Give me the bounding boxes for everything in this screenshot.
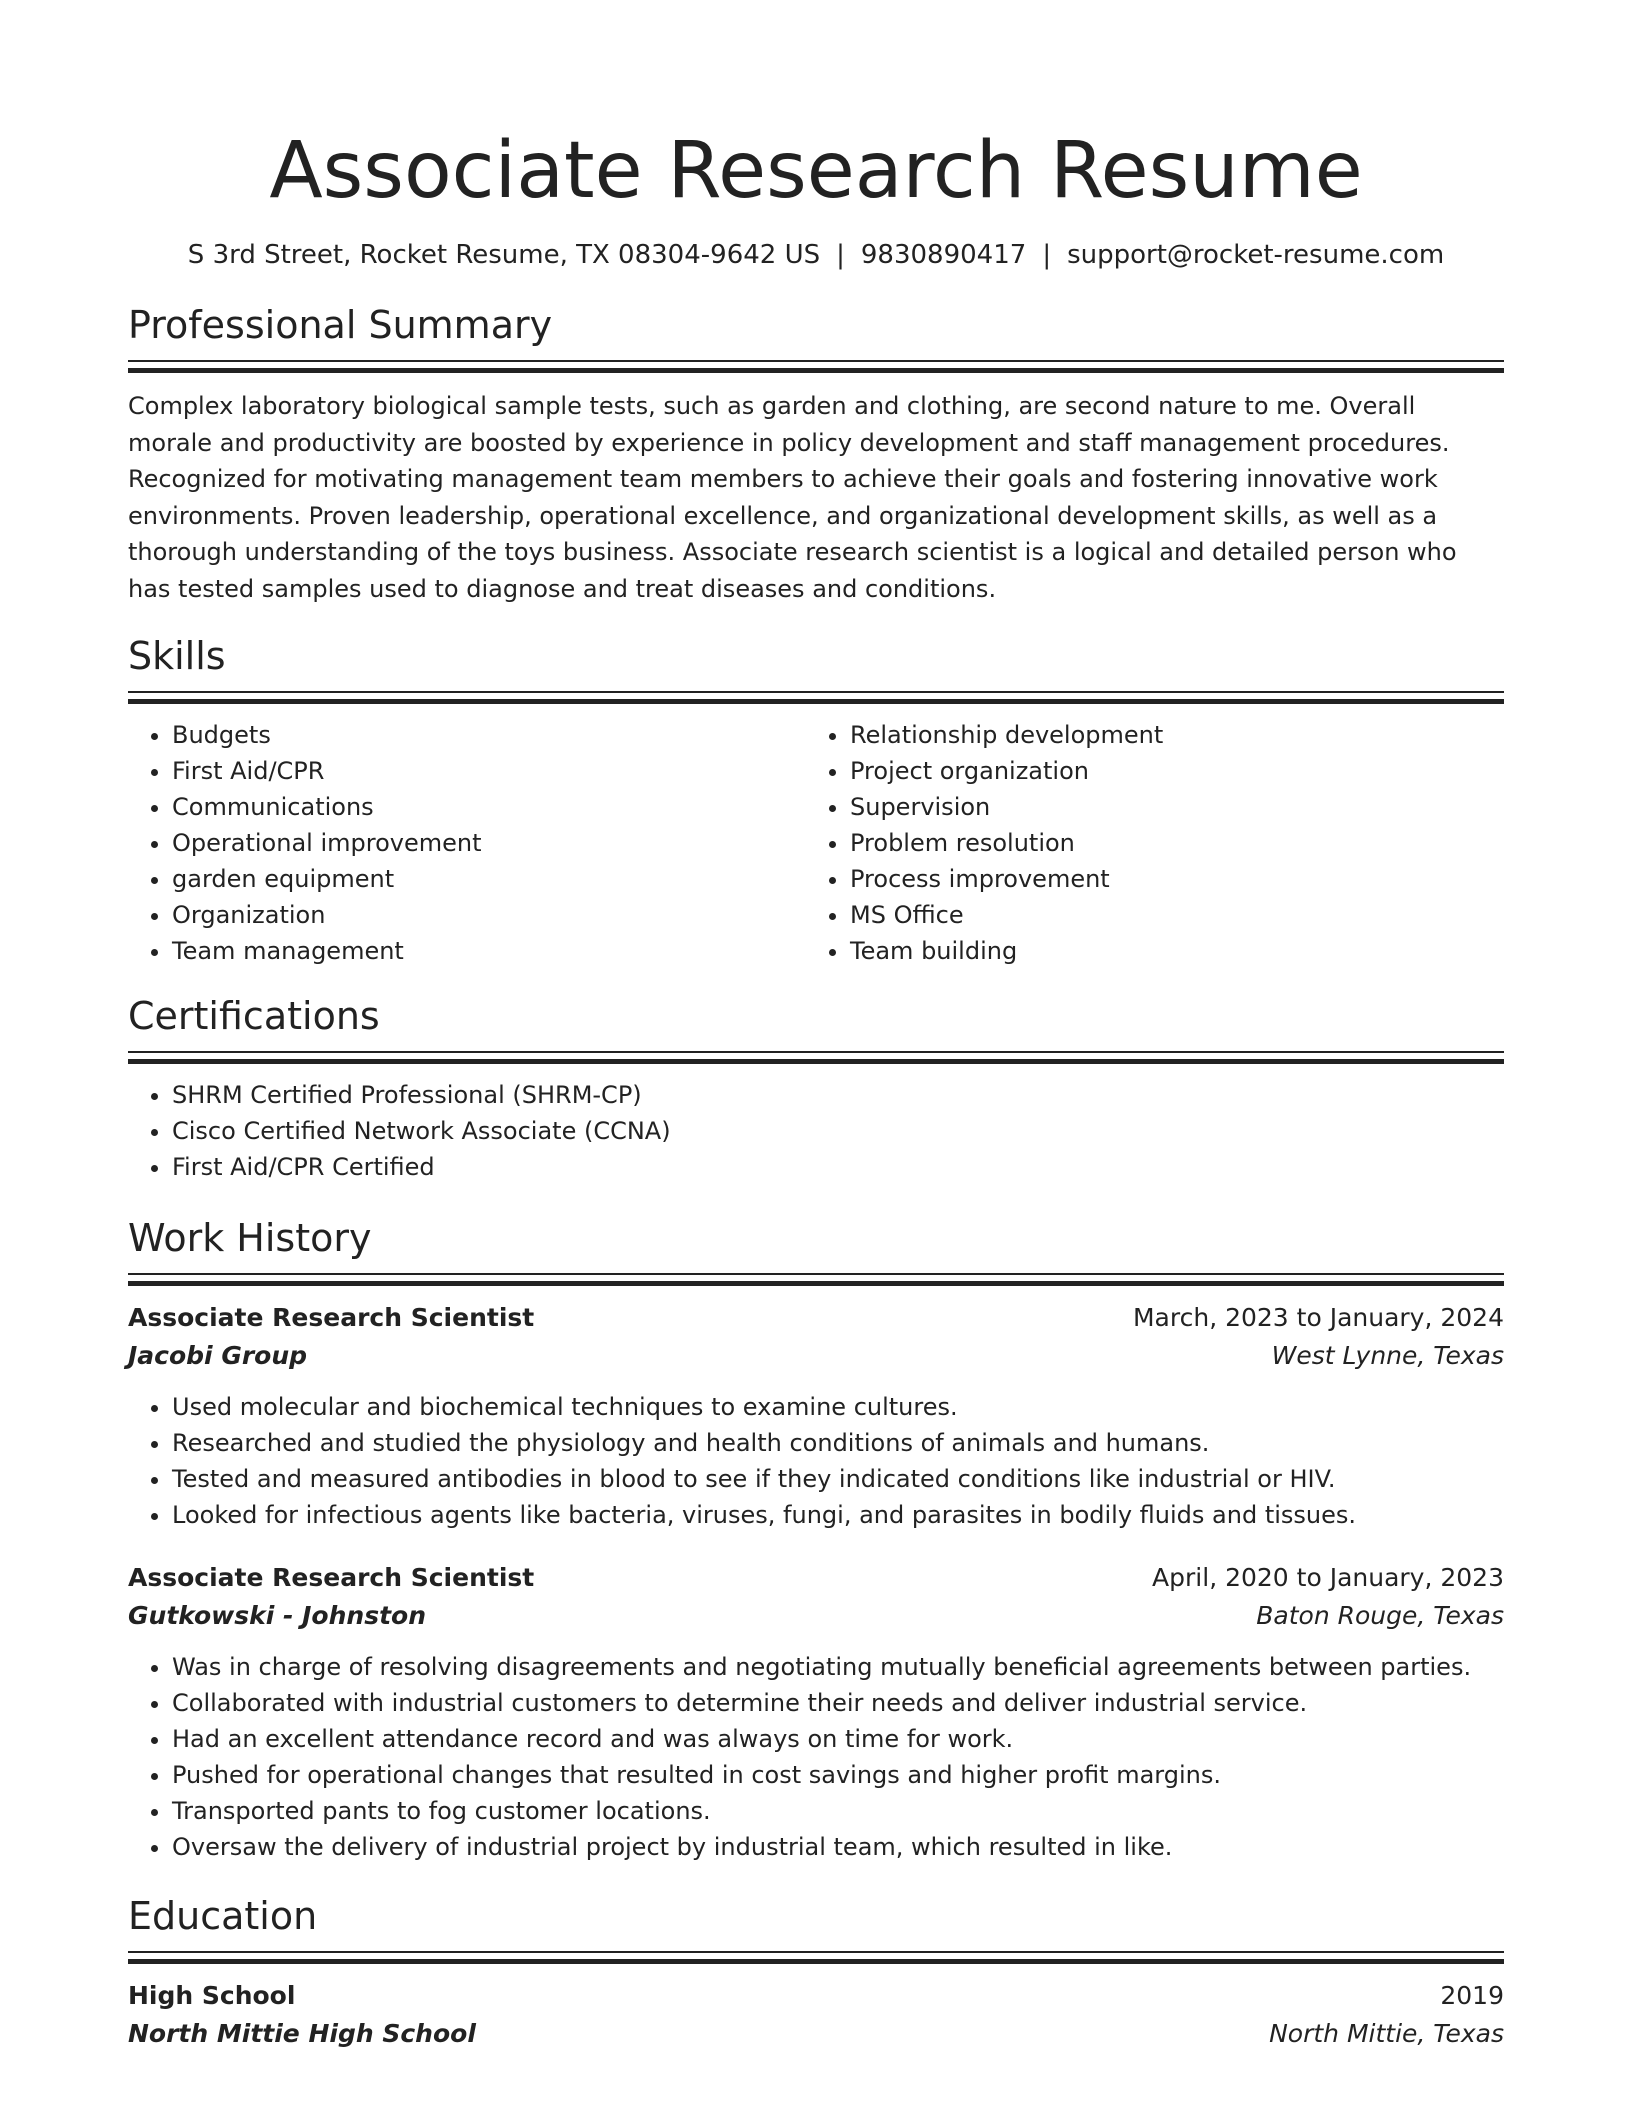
skill-item: • Project organization <box>850 753 1484 789</box>
job-dates: April, 2020 to January, 2023 <box>1152 1563 1504 1592</box>
job-bullet: • Used molecular and biochemical techniques to examine cultures. <box>172 1389 1504 1425</box>
skills-heading: Skills <box>128 634 226 678</box>
certification-item: • Cisco Certified Network Associate (CCNA) <box>172 1113 1504 1149</box>
resume-title: Associate Research Resume <box>269 126 1363 216</box>
education-section <box>128 1893 1504 2053</box>
work-heading: Work History <box>128 1216 372 1260</box>
job-subheader-row <box>128 1597 1504 1635</box>
job-bullets <box>128 1389 1504 1533</box>
section-divider <box>128 1051 1504 1063</box>
education-school: North Mittie High School <box>128 2019 476 2048</box>
skills-column-right <box>806 717 1484 969</box>
education-degree: High School <box>128 1981 296 2010</box>
job-bullet: • Collaborated with industrial customers to determine their needs and deliver industrial service. <box>172 1685 1504 1721</box>
job-location: Baton Rouge, Texas <box>1256 1601 1504 1630</box>
section-divider <box>128 360 1504 372</box>
email-link[interactable]: support@rocket-resume.com <box>1067 240 1445 270</box>
contact-separator: | <box>1042 240 1052 270</box>
job-title: Associate Research Scientist <box>128 1303 535 1332</box>
certifications-heading: Certifications <box>128 994 380 1038</box>
job-bullet: • Was in charge of resolving disagreements and negotiating mutually beneficial agreements between parties. <box>172 1649 1504 1685</box>
address-text: S 3rd Street, Rocket Resume, TX 08304-9642 US <box>187 240 821 270</box>
skills-column-left <box>128 717 806 969</box>
education-header-row <box>128 1977 1504 2015</box>
job-title: Associate Research Scientist <box>128 1563 535 1592</box>
skill-item: • garden equipment <box>172 861 806 897</box>
job-bullet: • Tested and measured antibodies in blood to see if they indicated conditions like industrial or HIV. <box>172 1461 1504 1497</box>
section-divider <box>128 691 1504 703</box>
education-subheader-row <box>128 2015 1504 2053</box>
summary-heading: Professional Summary <box>128 303 553 347</box>
job-header-row <box>128 1299 1504 1337</box>
phone-text: 9830890417 <box>860 240 1027 270</box>
education-heading: Education <box>128 1894 318 1938</box>
certifications-list <box>128 1077 1504 1185</box>
job-company: Gutkowski - Johnston <box>128 1601 427 1630</box>
certifications-section <box>128 993 1504 1185</box>
job-bullet: • Pushed for operational changes that resulted in cost savings and higher profit margins. <box>172 1757 1504 1793</box>
education-location: North Mittie, Texas <box>1269 2019 1504 2048</box>
skill-item: • Operational improvement <box>172 825 806 861</box>
job-bullet: • Oversaw the delivery of industrial project by industrial team, which resulted in like. <box>172 1829 1504 1865</box>
skill-item: • MS Office <box>850 897 1484 933</box>
job-dates: March, 2023 to January, 2024 <box>1132 1303 1504 1332</box>
skill-item: • Budgets <box>172 717 806 753</box>
skill-item: • Team management <box>172 933 806 969</box>
section-divider <box>128 1273 1504 1285</box>
job-bullets <box>128 1649 1504 1865</box>
job-bullet: • Had an excellent attendance record and was always on time for work. <box>172 1721 1504 1757</box>
skill-item: • Organization <box>172 897 806 933</box>
work-section <box>128 1215 1504 1865</box>
job-entry <box>128 1299 1504 1533</box>
skill-item: • Process improvement <box>850 861 1484 897</box>
job-subheader-row <box>128 1337 1504 1375</box>
job-header-row <box>128 1559 1504 1597</box>
education-year: 2019 <box>1440 1981 1504 2010</box>
certification-item: • SHRM Certified Professional (SHRM-CP) <box>172 1077 1504 1113</box>
job-entry <box>128 1559 1504 1865</box>
skill-item: • Problem resolution <box>850 825 1484 861</box>
resume-page <box>128 0 1504 2053</box>
summary-section <box>128 302 1504 607</box>
job-company: Jacobi Group <box>128 1341 308 1370</box>
skill-item: • First Aid/CPR <box>172 753 806 789</box>
contact-separator: | <box>836 240 845 270</box>
skills-columns <box>128 717 1504 969</box>
skill-item: • Team building <box>850 933 1484 969</box>
contact-line <box>128 238 1504 272</box>
job-bullet: • Transported pants to fog customer locations. <box>172 1793 1504 1829</box>
summary-text: Complex laboratory biological sample tests, such as garden and clothing, are second nature to me. Overall morale and productivity are boosted by experience in policy development and staff management procedures. Recognized for motivating management team members to achieve their goals and fostering innovative work environments. Proven leadership, operational excellence, and organizational development skills, as well as a thorough understanding of the toys business. Associate research scientist is a logical and detailed person who has tested samples used to diagnose and treat diseases and conditions. <box>128 392 1457 603</box>
skill-item: • Supervision <box>850 789 1484 825</box>
certification-item: • First Aid/CPR Certified <box>172 1149 1504 1185</box>
skills-section <box>128 633 1504 969</box>
job-bullet: • Looked for infectious agents like bacteria, viruses, fungi, and parasites in bodily fluids and tissues. <box>172 1497 1504 1533</box>
job-bullet: • Researched and studied the physiology and health conditions of animals and humans. <box>172 1425 1504 1461</box>
skill-item: • Communications <box>172 789 806 825</box>
education-entry <box>128 1977 1504 2053</box>
section-divider <box>128 1951 1504 1963</box>
job-location: West Lynne, Texas <box>1271 1341 1504 1370</box>
skill-item: • Relationship development <box>850 717 1484 753</box>
